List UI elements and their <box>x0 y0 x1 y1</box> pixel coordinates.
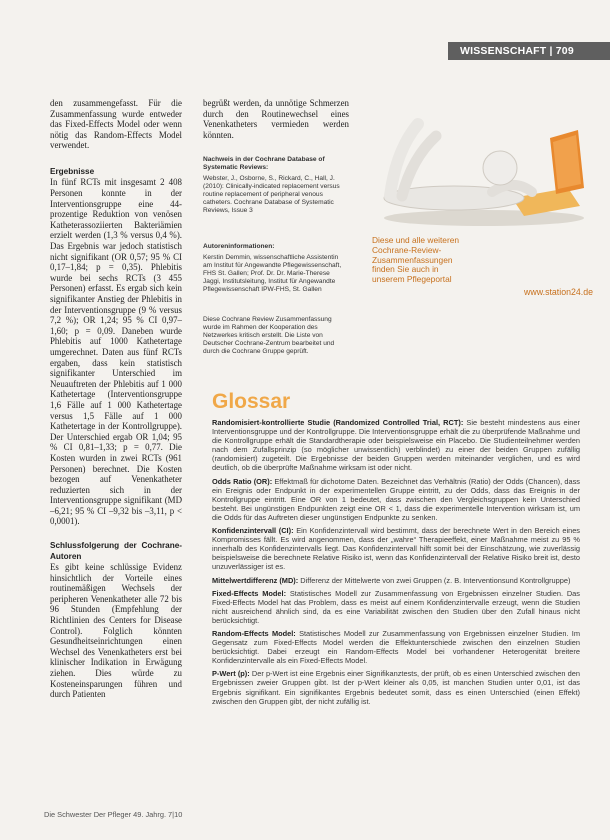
portal-link[interactable]: www.station24.de <box>524 287 593 297</box>
results-heading: Ergebnisse <box>50 166 95 176</box>
glossar-entry: Konfidenzintervall (CI): Ein Konfidenzintervall wird bestimmt, dass der berechnete Wert in den Bereich eines Kompromisses fällt. Es wird angenommen, dass der „wahre“ Therapieeffekt, einer Maßnahme meist zu 95 % innerhalb des Konfidenzintervalls liegt. Das Konfidenzintervall hilft somit bei der Einschätzung, wie zuverlässig beispielsweise die berechnete Relative Risiko ist, wenn das Konfidenzintervall der Relative Risiko breit ist, desto unzuverlässiger ist es. <box>212 526 580 572</box>
conclusion-heading: Schlussfolgerung der Cochrane-Autoren <box>50 541 182 561</box>
source-text: Webster, J., Osborne, S., Rickard, C., Hall, J. (2010): Clinically-indicated replacement versus routine replacement of peripheral venous catheters. Cochrane Database of Systematic Reviews, Issue 3 <box>203 175 340 215</box>
note-text: Diese Cochrane Review Zusammenfassung wurde im Rahmen der Kooperation des Netzwerkes kritisch erstellt. Die Liste von Deutscher Cochrane-Zentrum bearbeitet und durch die Cochrane Gruppe geprüft. <box>203 316 335 356</box>
section-header: WISSENSCHAFT | 709 <box>448 42 610 60</box>
authors-heading: Autoreninformationen: <box>203 243 275 251</box>
intro-text: den zusammengefasst. Für die Zusammenfassung wurde entweder das Fixed-Effects Model oder wenn nötig das Random-Effects Model verwendet. <box>50 98 182 151</box>
glossar-entry: Random-Effects Model: Statistisches Modell zur Zusammenfassung von Ergebnissen einzelner Studien. Im Gegensatz zum Fixed-Effects Model werden die Effektunterschiede zwischen den einzelnen Studien berücksichtigt. Dabei erzeugt ein Random-Effects Model bei vorhandener Heterogenität breitere Konfidenzintervalle als ein Fixed-Effects Model. <box>212 628 581 666</box>
authors-text: Kerstin Demmin, wissenschaftliche Assistentin am Institut für Angewandte Pflegewissenschaft, FHS St. Gallen; Prof. Dr. Dr. Marie-Therese Jaggi, Institutsleitung, Institut für Angewandte Pflegewissenschaft IPW-FHS, St. Gallen <box>203 254 342 294</box>
glossar-list <box>212 418 580 710</box>
mid-intro-text: begrüßt werden, da unnötige Schmerzen durch den Routinewechsel eines Venenkatheters vermieden werden könnten. <box>203 98 349 140</box>
glossar-title: Glossar <box>212 390 291 413</box>
glossar-entry: Fixed-Effects Model: Statistisches Modell zur Zusammenfassung von Ergebnissen einzelner Studien. Das Fixed-Effects Model hat das Problem, dass es meist auf einem Konfidenzintervalle erzeugt, wenn die Studien nicht ausreichend ähnlich sind, da es eine Variabilität zwischen den Studien über den Zufall hinaus nicht berücksichtigt. <box>212 588 580 625</box>
source-heading: Nachweis in der Cochrane Database of Systematic Reviews: <box>203 156 325 172</box>
person-with-laptop-illustration <box>372 80 590 230</box>
conclusion-text: Es gibt keine schlüssige Evidenz hinsichtlich der Vorteile eines routinemäßigen Wechsels der peripheren Venenkatheter alle 72 bis 96 Stunden (Empfehlung der Richtlinien des Centers for Disease Control). Folglich könnten Gesundheitseinrichtungen einen Wechsel des Venenkatheters erst bei klinischer Indikation in Erwägung ziehen. Dies würde zu Kosteneinsparungen führen und durch Patienten <box>50 562 182 700</box>
portal-callout: Diese und alle weiteren Cochrane-Review-Zusammenfassungen finden Sie auch in unserem Pflegeportal <box>372 235 460 285</box>
left-column <box>50 98 182 700</box>
glossar-entry: Odds Ratio (OR): Effektmaß für dichotome Daten. Bezeichnet das Verhältnis (Ratio) der Odds (Chancen), dass ein Ereignis oder Endpunkt in der experimentellen Gruppe eintritt, zu der Odds, dass das Ereignis in der Kontrollgruppe eintritt. Eine OR von 1 bedeutet, dass zwischen den Vergleichsgruppen kein Unterschied besteht. Bei ungünstigen Endpunkten zeigt eine OR < 1, dass die experimentelle Intervention wirksam ist, um die Odds für das Auftreten dieser ungünstigen Endpunkte zu senken. <box>212 476 580 522</box>
glossar-entry: Mittelwertdifferenz (MD): Differenz der Mittelwerte von zwei Gruppen (z. B. Interventionsund Kontrollgruppe) <box>212 575 571 585</box>
glossar-entry: P-Wert (p): Der p-Wert ist eine Ergebnis einer Signifikanztests, der prüft, ob es einen Unterschied zwischen den Ergebnissen zweier Gruppen gibt. Ist der p-Wert kleiner als 0,05, ist manchen Studien unter 0,01, ist das Ergebnis signifikant. Ein signifikantes Ergebnis bedeutet somit, dass es einen Unterschied (einen Effekt) zwischen den Gruppen gibt, der nicht zufällig ist. <box>212 669 581 706</box>
page-footer: Die Schwester Der Pfleger 49. Jahrg. 7|10 <box>44 810 183 819</box>
middle-column <box>203 98 349 356</box>
results-text: In fünf RCTs mit insgesamt 2 408 Personen konnte in der Interventionsgruppe eine 44-prozentige Reduktion von venösen Katheterassoziierten Bakteriämien erzielt werden (1,3 % versus 0,4 %). Das Ergebnis war jedoch statistisch nicht signifikant (OR 0,57; 95 % CI 0,17–1,84; p = 0,35). Phlebitis wurde bei sechs RCTs (3 455 Personen) erfasst. Es ergab sich kein signifikanter Anstieg der Phlebitis in der Interventionsgruppe (9 % versus 7,2 %); OR 1,24; 95 % CI 0,97–1,60; p = 0,09. Daneben wurde Phlebitis auf 1000 Kathetertage umgerechnet. Daten aus fünf RCTs ergaben, dass kein statistisch signifikanter Unterschied im Neuauftreten der Phlebitis auf 1 000 Kathetertage (Interventionsgruppe 1,6 Fälle auf 1 000 Kathetertage versus 1,5 Fälle auf 1 000 Kathetertage in der Kontrollgruppe). Der Unterschied ergab OR 1,04; 95 % CI 0,81–1,33; p = 0,77. Die Kosten wurden in zwei RCTs (961 Personen) berechnet. Die Kosten bezogen auf Venenkatheter reduzierten sich in der Interventionsgruppe signifikant (MD –6,21; 95 % CI –9,32 bis –3,11, p < 0,0001). <box>50 177 182 527</box>
glossar-entry: Randomisiert-kontrollierte Studie (Randomized Controlled Trial, RCT): Sie besteht mindestens aus einer Interventionsgruppe und der Kontrollgruppe. Die Interventionsgruppe erhält die zu überprüfende Maßnahme und die Kontrollgruppe erhält die Standardtherapie oder beispielsweise ein Placebo. Die Studienteilnehmer werden nach dem Zufallsprinzip (so möglicher unwissentlich) verblindet) zu einer der beiden Gruppen zufällig (randomisiert) zugeteilt. Die Ergebnisse der beiden Gruppen werden miteinander verglichen, und es wird deutlich, ob die überprüfte Maßnahme wirksam ist oder nicht. <box>212 418 580 473</box>
